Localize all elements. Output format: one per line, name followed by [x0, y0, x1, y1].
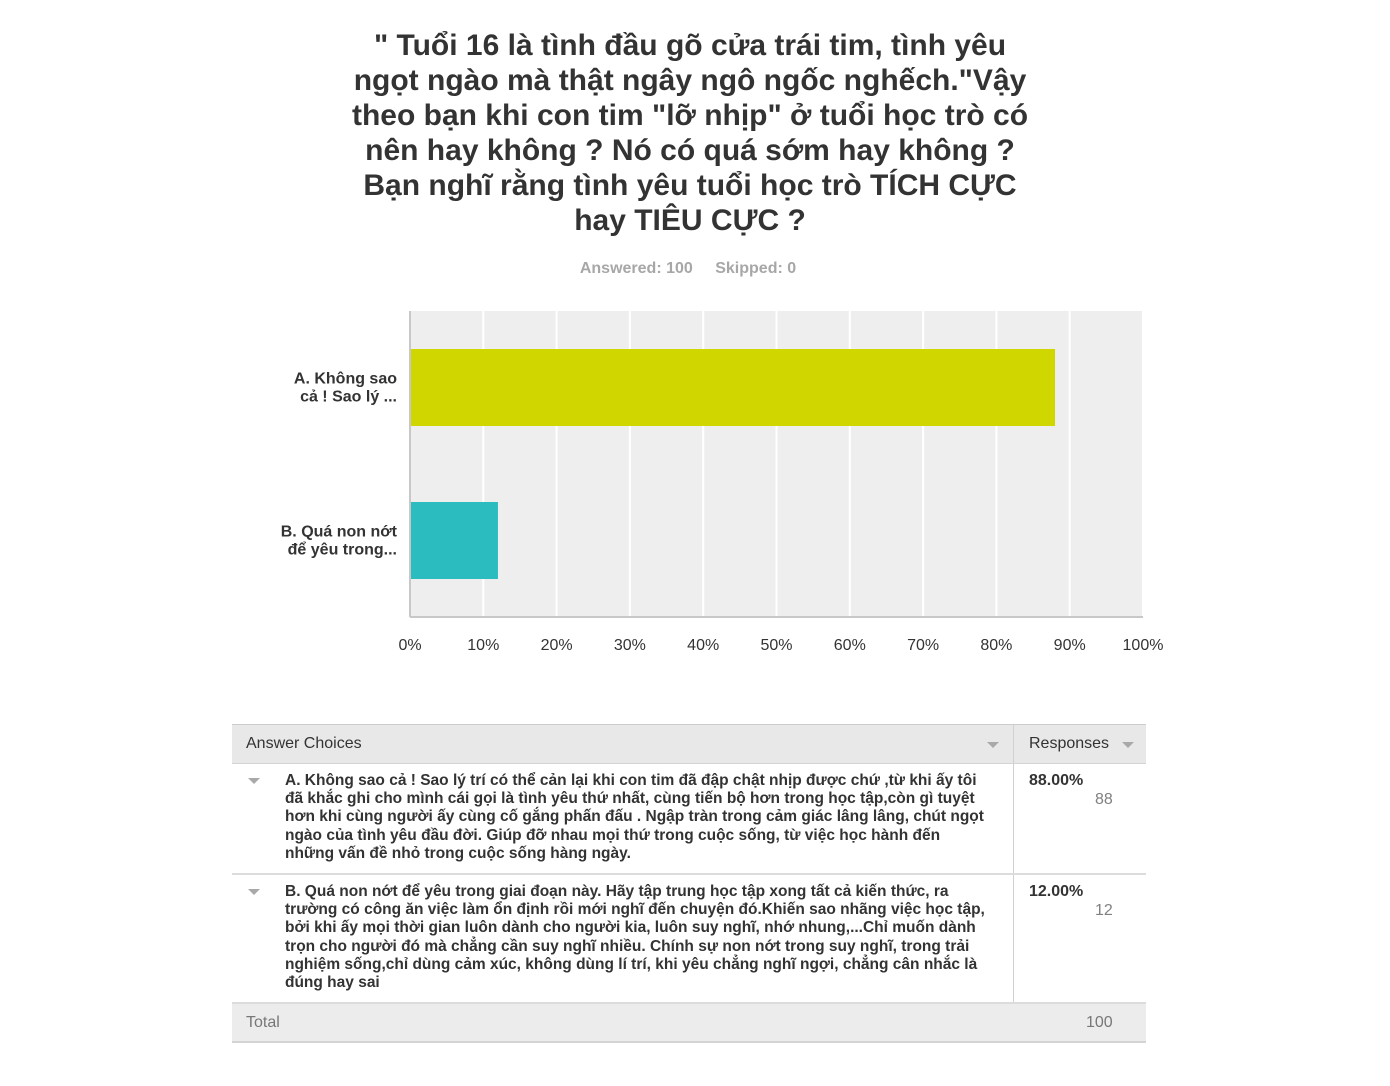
answer-table	[232, 724, 1146, 1043]
table-row	[232, 875, 1146, 1004]
response-cell	[1014, 764, 1146, 873]
answered-count: Answered: 100	[579, 260, 693, 277]
response-percent: 12.00%	[1029, 883, 1084, 901]
x-tick-label: 50%	[760, 637, 793, 654]
responses-header[interactable]	[1014, 725, 1146, 763]
category-label: cả ! Sao lý ...	[300, 388, 397, 406]
total-count: 100	[1086, 1013, 1113, 1031]
response-cell	[1014, 875, 1146, 1002]
x-tick-label: 60%	[833, 637, 866, 654]
table-header	[232, 724, 1146, 764]
x-tick-label: 80%	[980, 637, 1013, 654]
question-title: " Tuổi 16 là tình đầu gõ cửa trái tim, tình yêu ngọt ngào mà thật ngây ngô ngốc nghếch."Vậy theo bạn khi con tim "lỡ nhịp" ở tuổi học trò có nên hay không ? Nó có quá sớm hay không ? Bạn nghĩ rằng tình yêu tuổi học trò TÍCH CỰC hay TIÊU CỰC ?	[351, 29, 1029, 237]
table-row	[232, 764, 1146, 875]
expand-arrow-icon[interactable]	[248, 889, 260, 895]
x-tick-label: 30%	[613, 637, 646, 654]
total-row	[232, 1004, 1146, 1043]
category-label: B. Quá non nớt	[280, 523, 397, 541]
answer-choices-header-label: Answer Choices	[246, 735, 362, 752]
answer-choice-text: B. Quá non nớt để yêu trong giai đoạn này. Hãy tập trung học tập xong tất cả kiến thức, ra trường có công ăn việc làm ổn định rồi mới nghĩ đến chuyện đó.Khiến sao nhãng việc học tập, bởi khi ấy mọi thời gian luôn dành cho người kia, luôn suy nghĩ, nhớ nhung,...Chỉ muốn dành trọn cho người đó mà chẳng cần suy nghĩ nhiều. Chính sự non nớt trong suy nghĩ, trong trải nghiệm sống,chỉ dùng cảm xúc, không dùng lí trí, khi yêu chẳng nghĩ ngợi, chẳng cân nhắc là đúng hay sai	[285, 883, 985, 992]
bar	[411, 502, 498, 579]
response-percent: 88.00%	[1029, 772, 1084, 789]
response-count: 88	[1095, 791, 1113, 808]
expand-arrow-icon[interactable]	[248, 778, 260, 784]
answer-choice-text: A. Không sao cả ! Sao lý trí có thể cản lại khi con tim đã đập chật nhịp được chứ ,từ khi ấy tôi đã khắc ghi cho mình cái gọi là tình yêu thứ nhất, cùng tiến bộ hơn trong học tập,còn gì tuyệt hơn khi cùng người ấy cùng cố gắng phấn đấu . Ngập tràn trong cảm giác lâng lâng, chút ngọt ngào của tình yêu đầu đời. Giúp đỡ nhau mọi thứ trong cuộc sống, từ việc học hành đến những vấn đề nhỏ trong cuộc sống hàng ngày.	[285, 772, 984, 862]
answer-choice-cell	[232, 875, 1014, 1002]
bar	[411, 349, 1055, 426]
category-label: A. Không sao	[293, 370, 397, 388]
x-tick-label: 90%	[1053, 637, 1086, 654]
response-count: 12	[1095, 902, 1113, 920]
answer-choices-header[interactable]	[232, 725, 1014, 763]
x-tick-label: 0%	[398, 637, 422, 654]
sort-arrow-icon[interactable]	[987, 742, 999, 748]
answer-choice-cell	[232, 764, 1014, 873]
skipped-count: Skipped: 0	[715, 260, 797, 277]
x-tick-label: 40%	[687, 637, 720, 654]
x-tick-label: 100%	[1122, 637, 1164, 654]
category-label: để yêu trong...	[287, 541, 397, 559]
total-label: Total	[246, 1013, 280, 1031]
x-tick-label: 10%	[467, 637, 500, 654]
x-tick-label: 20%	[540, 637, 573, 654]
sort-arrow-icon[interactable]	[1122, 742, 1134, 748]
responses-header-label: Responses	[1029, 735, 1110, 752]
x-tick-label: 70%	[907, 637, 940, 654]
